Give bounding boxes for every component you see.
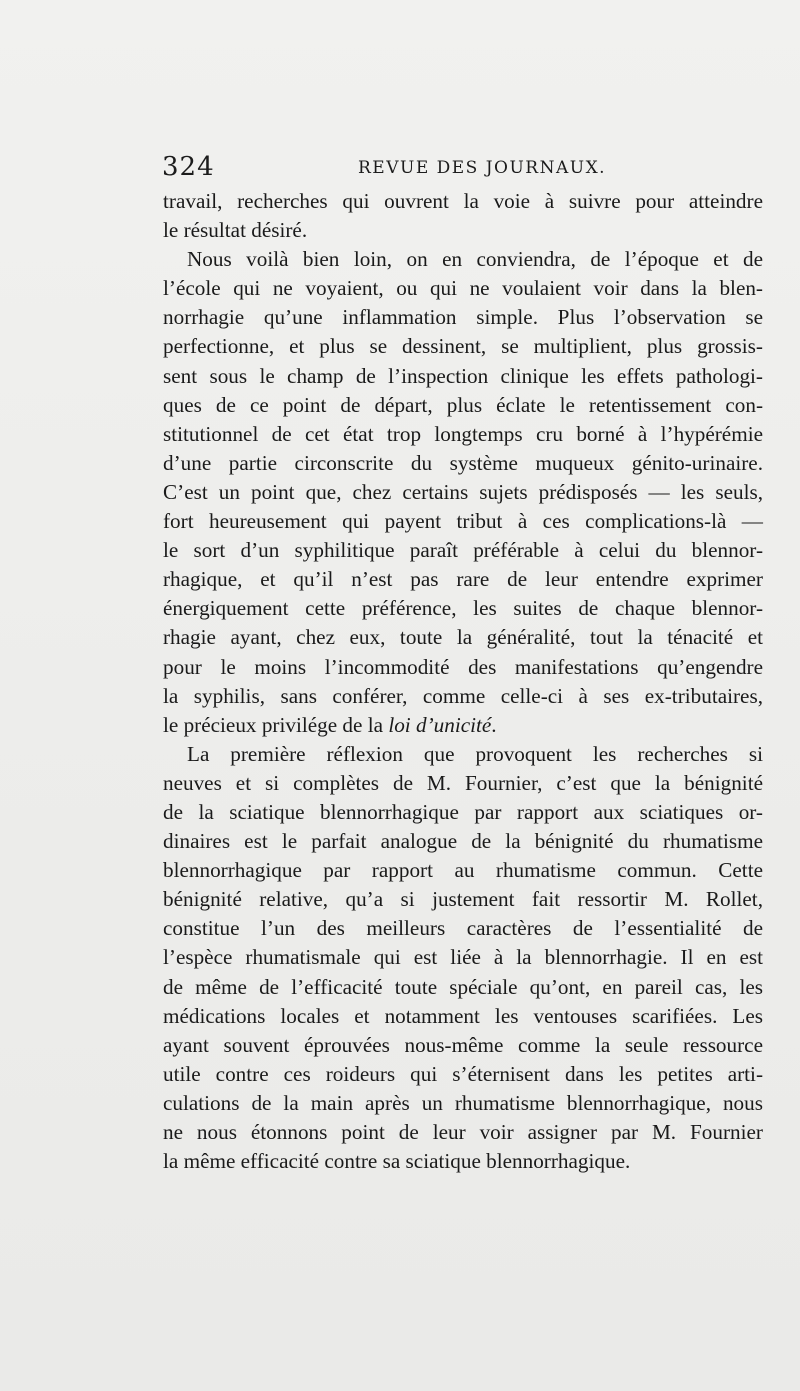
text-segment: . — [491, 712, 497, 737]
text-line: médications locales et notamment les ventouses scarifiées. Les — [163, 1003, 763, 1028]
text-line: pour le moins l’incommodité des manifestations qu’engendre — [163, 654, 763, 679]
text-line: rhagique, et qu’il n’est pas rare de leur entendre exprimer — [163, 567, 763, 592]
text-line: la syphilis, sans conférer, comme celle-ci à ses ex-tributaires, — [163, 683, 763, 708]
text-line: ayant souvent éprouvées nous-même comme la seule ressource — [163, 1032, 763, 1057]
text-line: ques de ce point de départ, plus éclate le retentissement con- — [163, 392, 763, 417]
page-number: 324 — [162, 152, 215, 182]
text-line: bénignité relative, qu’a si justement fait ressortir M. Rollet, — [163, 887, 763, 912]
text-line: constitue l’un des meilleurs caractères de l’essentialité de — [163, 916, 763, 941]
text-line: norrhagie qu’une inflammation simple. Plus l’observation se — [163, 305, 763, 330]
text-line: Nous voilà bien loin, on en conviendra, de l’époque et de — [187, 247, 763, 272]
text-line — [163, 711, 763, 740]
text-line: de la sciatique blennorrhagique par rapport aux sciatiques or- — [163, 799, 763, 824]
text-line: blennorrhagique par rapport au rhumatisme commun. Cette — [163, 858, 763, 883]
text-line: neuves et si complètes de M. Fournier, c’est que la bénignité — [163, 770, 763, 795]
text-line: La première réflexion que provoquent les recherches si — [187, 741, 763, 766]
text-line: dinaires est le parfait analogue de la bénignité du rhumatisme — [163, 829, 763, 854]
text-line: perfectionne, et plus se dessinent, se multiplient, plus grossis- — [163, 334, 763, 359]
text-segment: le précieux privilége de la — [163, 712, 389, 737]
text-line: stitutionnel de cet état trop longtemps cru borné à l’hypérémie — [163, 421, 763, 446]
text-line: la même efficacité contre sa sciatique blennorrhagique. — [163, 1149, 631, 1174]
text-line: travail, recherches qui ouvrent la voie à suivre pour atteindre — [163, 189, 763, 213]
text-line: le sort d’un syphilitique paraît préférable à celui du blennor- — [163, 538, 763, 563]
text-line: fort heureusement qui payent tribut à ces complications-là — — [163, 509, 763, 534]
text-line: ne nous étonnons point de leur voir assigner par M. Fournier — [163, 1120, 763, 1144]
text-line: culations de la main après un rhumatisme blennorrhagique, nous — [163, 1090, 763, 1115]
text-line: de même de l’efficacité toute spéciale qu’ont, en pareil cas, les — [163, 974, 763, 999]
text-line: utile contre ces roideurs qui s’éternisent dans les petites arti- — [163, 1061, 763, 1086]
text-line: l’espèce rhumatismale qui est liée à la blennorrhagie. Il en est — [163, 945, 763, 970]
text-line: le résultat désiré. — [163, 218, 308, 243]
text-line: d’une partie circonscrite du système muqueux génito-urinaire. — [163, 450, 763, 475]
text-line: l’école qui ne voyaient, ou qui ne voulaient voir dans la blen- — [163, 276, 763, 301]
text-line: énergiquement cette préférence, les suites de chaque blennor- — [163, 596, 763, 621]
text-line: sent sous le champ de l’inspection clinique les effets pathologi- — [163, 363, 763, 388]
text-line: rhagie ayant, chez eux, toute la généralité, tout la ténacité et — [163, 625, 763, 650]
running-title: REVUE DES JOURNAUX. — [358, 158, 607, 178]
body-text — [163, 187, 763, 1176]
text-line: C’est un point que, chez certains sujets prédisposés — les seuls, — [163, 479, 763, 504]
italic-term: loi d’unicité — [388, 712, 492, 737]
running-head — [162, 152, 782, 186]
